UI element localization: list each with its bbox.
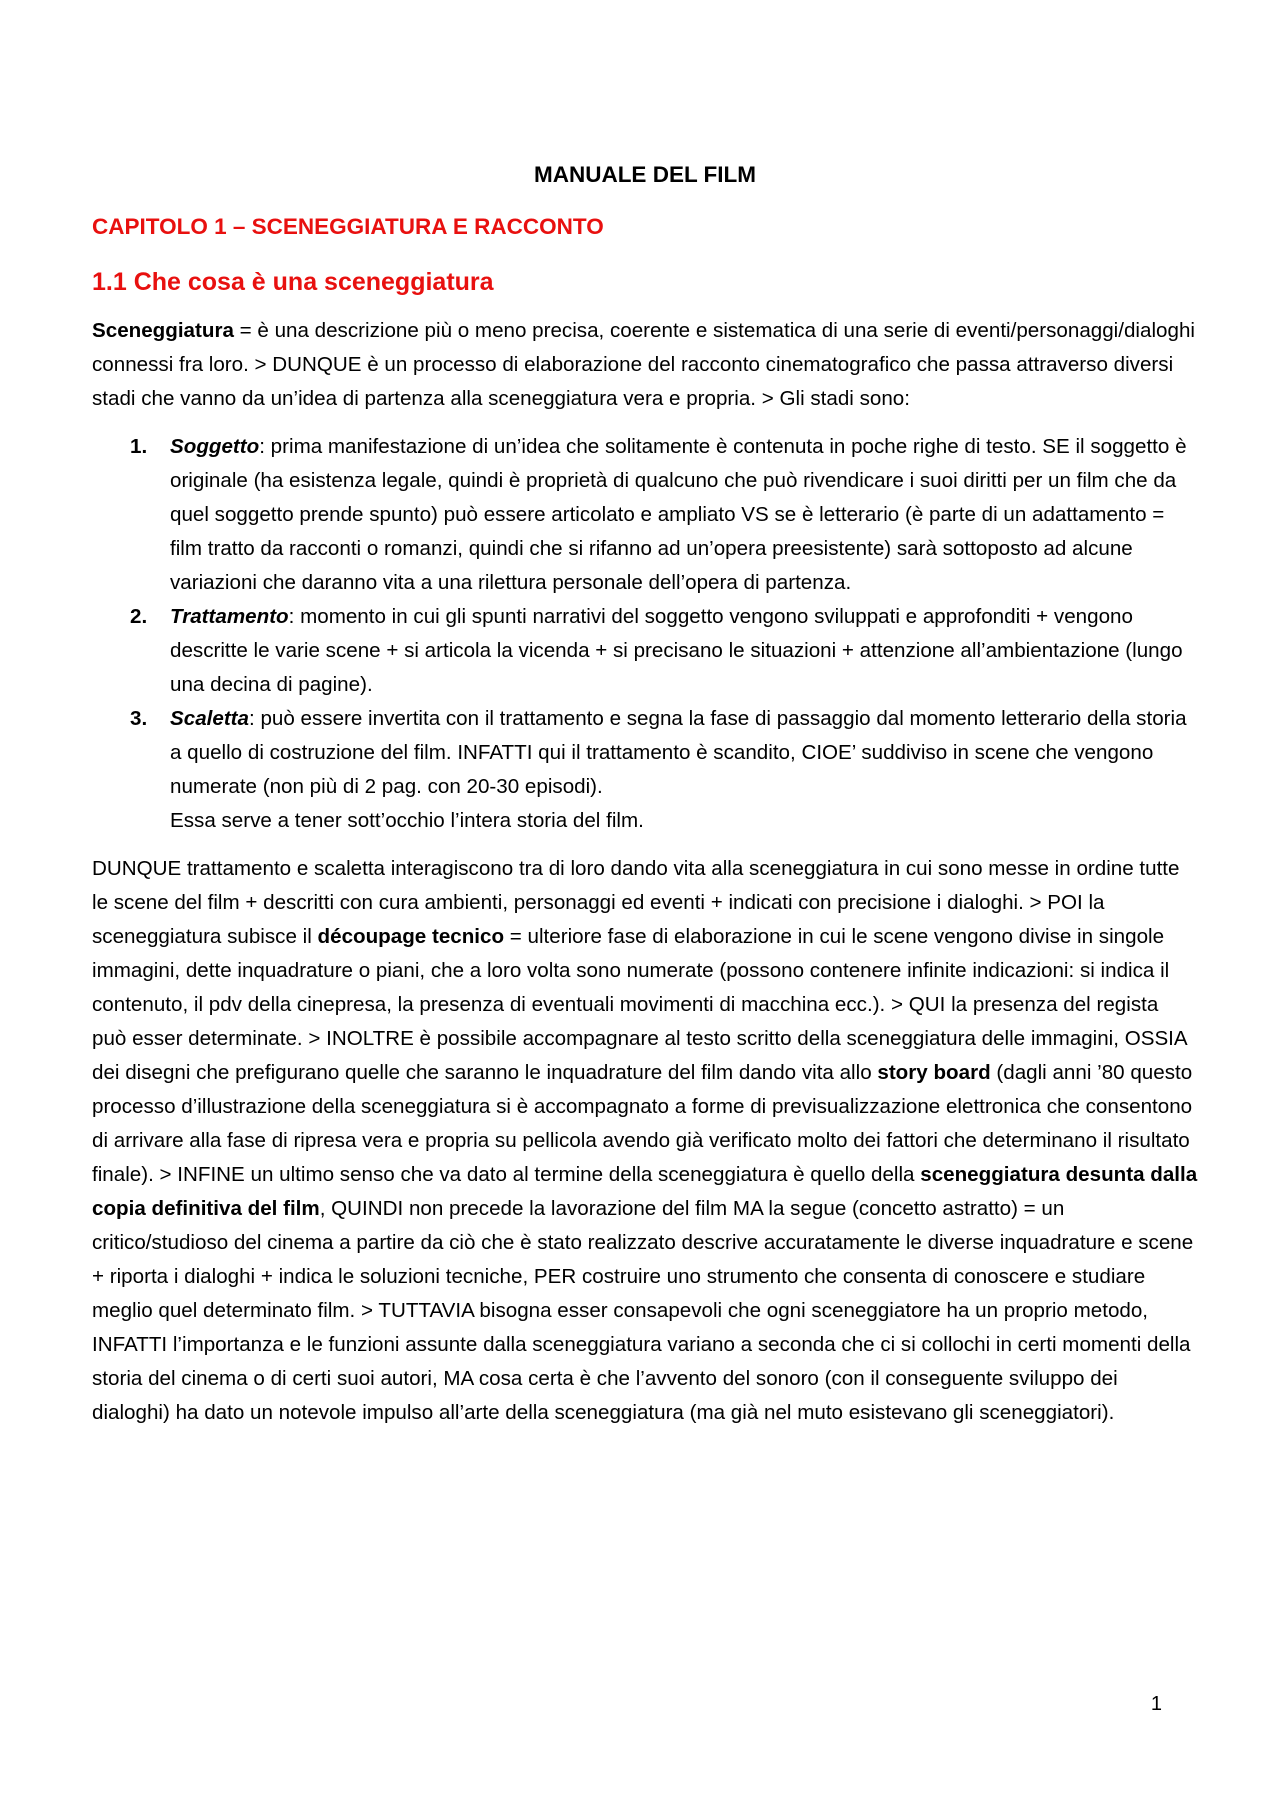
closing-text-1: DUNQUE trattamento e scaletta interagiscono tra di loro dando vita alla sceneggiatura in cui sono messe in ordine tutte le scene del film + descritti con cura ambienti, personaggi ed eventi + indicati con precisione i dialoghi. > POI la sceneggiatura subisce il [92, 857, 1180, 948]
intro-text: = è una descrizione più o meno precisa, coerente e sistematica di una serie di eventi/personaggi/dialoghi connessi fra loro. > DUNQUE è un processo di elaborazione del racconto cinematografico che passa attraverso diversi stadi che vanno da un’idea di partenza alla sceneggiatura vera e propria. > Gli stadi sono: [92, 319, 1195, 410]
list-item [92, 600, 1198, 702]
closing-text-2: = ulteriore fase di elaborazione in cui le scene vengono divise in singole immagini, dette inquadrature o piani, che a loro volta sono numerate (possono contenere infinite indicazioni: si indica il contenuto, il pdv della cinepresa, la presenza di eventuali movimenti di macchina ecc.). > QUI la presenza del regista può esser determinate. > INOLTRE è possibile accompagnare al testo scritto della sceneggiatura delle immagini, OSSIA dei disegni che prefigurano quelle che saranno le inquadrature del film dando vita allo [92, 925, 1187, 1084]
list-item-number: 1. [130, 435, 148, 458]
stage-term: Trattamento [170, 605, 289, 628]
story-board-term: story board [877, 1061, 991, 1084]
page-number: 1 [1150, 1693, 1162, 1715]
closing-text-3: (dagli anni ’80 questo processo d’illustrazione della sceneggiatura si è accompagnato a forme di previsualizzazione elettronica che consentono di arrivare alla fase di ripresa vera e propria su pellicola avendo già verificato molto dei fattori che determinano il risultato finale). > INFINE un ultimo senso che va dato al termine della sceneggiatura è quello della [92, 1061, 1193, 1186]
stage-text: : prima manifestazione di un’idea che solitamente è contenuta in poche righe di testo. SE il soggetto è originale (ha esistenza legale, quindi è proprietà di qualcuno che può rivendicare i suoi diritti per un film che da quel soggetto prende spunto) può essere articolato e ampliato VS se è letterario (è parte di un adattamento = film tratto da racconti o romanzi, quindi che si rifanno ad un’opera preesistente) sarà sottoposto ad alcune variazioni che daranno vita a una rilettura personale dell’opera di partenza. [170, 435, 1187, 594]
intro-paragraph [92, 314, 1198, 416]
stage-term: Scaletta [170, 707, 249, 730]
list-item [92, 430, 1198, 600]
section-heading: 1.1 Che cosa è una sceneggiatura [92, 268, 494, 296]
stages-list [92, 430, 1198, 838]
stage-term: Soggetto [170, 435, 260, 458]
intro-term: Sceneggiatura [92, 319, 234, 342]
closing-paragraph [92, 852, 1198, 1430]
stage-text: : momento in cui gli spunti narrativi del soggetto vengono sviluppati e approfonditi + vengono descritte le varie scene + si articola la vicenda + si precisano le situazioni + attenzione all’ambientazione (lungo una decina di pagine). [170, 605, 1183, 696]
list-item-number: 2. [130, 605, 148, 628]
closing-text-4: , QUINDI non precede la lavorazione del film MA la segue (concetto astratto) = un critico/studioso del cinema a partire da ciò che è stato realizzato descrive accuratamente le diverse inquadrature e scene + riporta i dialoghi + indica le soluzioni tecniche, PER costruire uno strumento che consenta di conoscere e studiare meglio quel determinato film. > TUTTAVIA bisogna esser consapevoli che ogni sceneggiatore ha un proprio metodo, INFATTI l’importanza e le funzioni assunte dalla sceneggiatura variano a seconda che ci si collochi in certi momenti della storia del cinema o di certi suoi autori, MA cosa certa è che l’avvento del sonoro (con il conseguente sviluppo dei dialoghi) ha dato un notevole impulso all’arte della sceneggiatura (ma già nel muto esistevano gli sceneggiatori). [92, 1197, 1194, 1424]
stage-extra-text: Essa serve a tener sott’occhio l’intera storia del film. [170, 809, 644, 832]
stage-text: : può essere invertita con il trattamento e segna la fase di passaggio dal momento letterario della storia a quello di costruzione del film. INFATTI qui il trattamento è scandito, CIOE’ suddiviso in scene che vengono numerate (non più di 2 pag. con 20-30 episodi). [170, 707, 1187, 798]
list-item [92, 702, 1198, 838]
page-content [92, 158, 1198, 1444]
sceneggiatura-desunta-term: sceneggiatura desunta dalla copia definitiva del film [92, 1163, 1198, 1220]
decoupage-term: découpage tecnico [317, 925, 505, 948]
list-item-number: 3. [130, 707, 148, 730]
document-title: MANUALE DEL FILM [533, 162, 757, 187]
chapter-heading: CAPITOLO 1 – SCENEGGIATURA E RACCONTO [92, 214, 604, 239]
